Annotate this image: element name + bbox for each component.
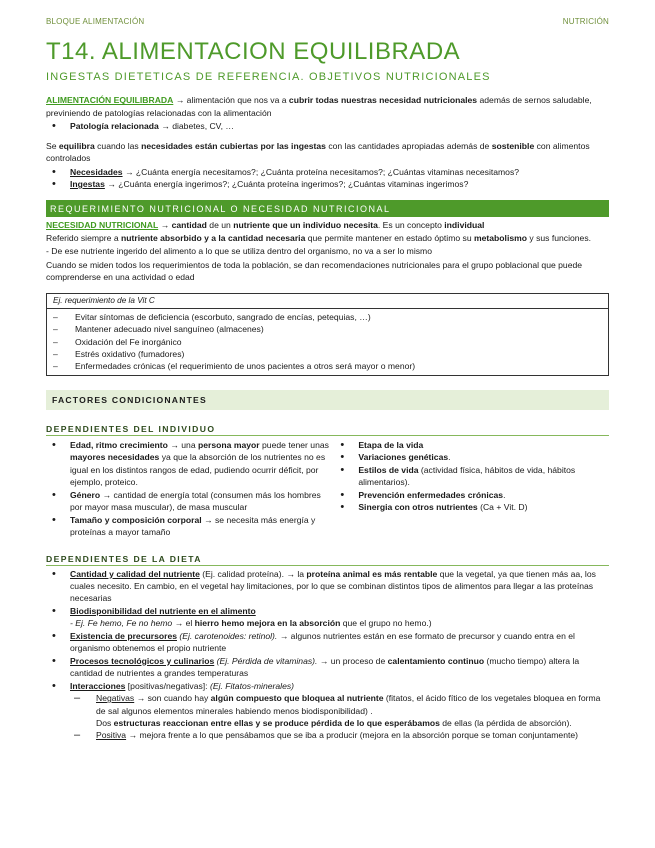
list-item: – Estrés oxidativo (fumadores) — [49, 348, 606, 360]
list-item: • Sinergia con otros nutrientes (Ca + Vit. D) — [338, 501, 609, 513]
list-item: – Enfermedades crónicas (el requerimiento de unos pacientes a otros será mayor o menor) — [49, 360, 606, 372]
section-banner-requerimiento: REQUERIMIENTO NUTRICIONAL O NECESIDAD NUTRICIONAL — [46, 200, 609, 217]
list-item: • Existencia de precursores (Ej. carotenoides: retinol). → algunos nutrientes están en ese formato de precursor y cuando entra en el organismo obtenemos el propio nutriente — [50, 630, 609, 655]
page-title: T14. ALIMENTACION EQUILIBRADA — [46, 38, 461, 65]
list-item: – Negativas → son cuando hay algún compuesto que bloquea al nutriente (fitatos, el ácido fítico de los vegetales bloquea en forma de sal algunos elementos minerales habiendo menos biodisponibilidad) . Dos estructuras reaccionan entre ellas y se produce pérdida de lo que esperábamos de ellas (la pérdida de absorción). — [70, 692, 609, 729]
list-item: • Ingestas → ¿Cuánta energía ingerimos?; ¿Cuánta proteína ingerimos?; ¿Cuántas vitaminas ingerimos? — [50, 178, 609, 190]
list-item: • Tamaño y composición corporal → se necesita más energía y proteínas a mayor tamaño — [50, 514, 330, 539]
individuo-list-left — [50, 439, 330, 539]
header-left: BLOQUE ALIMENTACIÓN — [46, 17, 145, 26]
list-item: • Patología relacionada → diabetes, CV, … — [50, 120, 609, 132]
list-item: • Necesidades → ¿Cuánta energía necesitamos?; ¿Cuánta proteína necesitamos?; ¿Cuántas vitaminas necesitamos? — [50, 166, 609, 178]
list-item: • Cantidad y calidad del nutriente (Ej. calidad proteína). → la proteína animal es más rentable que la vegetal, ya que tienen más aa, los cuales necesito. En cambio, en el vegetal hay limitaciones, por lo que se combinan distintos tipos de alimentos para llegar a las proteínas necesarias — [50, 568, 609, 605]
subsection-individuo: DEPENDIENTES DEL INDIVIDUO — [46, 423, 609, 436]
section-title-factores: FACTORES CONDICIONANTES — [46, 390, 609, 410]
individuo-columns — [46, 439, 609, 539]
list-item: • Procesos tecnológicos y culinarios (Ej. Pérdida de vitaminas). → un proceso de calentamiento continuo (mucho tiempo) altera la cantidad de nutrientes a grandes temperaturas — [50, 655, 609, 680]
header-right: NUTRICIÓN — [562, 17, 609, 26]
list-item: – Positiva → mejora frente a lo que pensábamos que se iba a producir (mejora en la absorción porque se toman conjuntamente) — [70, 729, 609, 741]
referido-paragraph: Referido siempre a nutriente absorbido y a la cantidad necesaria que permite mantener en estado óptimo su metabolismo y sus funciones. — [46, 232, 592, 243]
nutriente-note: - De ese nutriente ingerido del alimento a lo que se utiliza dentro del organismo, no va a ser lo mismo — [46, 246, 432, 257]
vitc-example-box — [46, 293, 609, 376]
list-item: • Interacciones [positivas/negativas]: (Ej. Fitatos-minerales) – Negativas → son cuando hay algún compuesto que bloquea al nutriente (fitatos, el ácido fítico de los vegetales bloquea en forma de sal algunos elementos minerales habiendo menos biodisponibilidad) . Dos estructuras reaccionan entre ellas y se produce pérdida de lo que esperábamos de ellas (la pérdida de absorción). – Positiva → mejora frente a lo que pensábamos que se iba a producir (mejora en la absorción porque se toman conjuntamente) — [50, 680, 609, 742]
needs-list — [50, 166, 609, 191]
interacciones-list — [70, 692, 609, 742]
term-alimentacion-equilibrada: ALIMENTACIÓN EQUILIBRADA — [46, 95, 174, 106]
page-subtitle: INGESTAS DIETETICAS DE REFERENCIA. OBJETIVOS NUTRICIONALES — [46, 71, 491, 84]
list-item: • Variaciones genéticas. — [338, 451, 609, 463]
list-item: – Mantener adecuado nivel sanguíneo (almacenes) — [49, 323, 606, 335]
list-item: – Oxidación del Fe inorgánico — [49, 336, 606, 348]
poblacion-paragraph: Cuando se miden todos los requerimientos de toda la población, se dan recomendaciones nutricionales para el grupo poblacional que puede comprenderse en una actividad o edad — [46, 259, 583, 283]
list-item: • Género → cantidad de energía total (consumen más los hombres por mayor masa muscular), de masa muscular — [50, 489, 330, 514]
list-item: • Estilos de vida (actividad física, hábitos de vida, hábitos alimentarios). — [338, 464, 609, 489]
equilibrio-paragraph: Se equilibra cuando las necesidades están cubiertas por las ingestas con las cantidades apropiadas además de sostenible con alimentos controlados — [46, 140, 590, 164]
page-header — [46, 16, 609, 30]
individuo-list-right — [338, 439, 609, 539]
dieta-list — [50, 568, 609, 742]
box-title: Ej. requerimiento de la Vit C — [47, 294, 608, 309]
intro-list — [50, 120, 609, 132]
vitc-list — [47, 309, 608, 375]
list-item: • Edad, ritmo crecimiento → una persona mayor puede tener unas mayores necesidades ya que la absorción de los nutrientes no es igual en los distintos rangos de edad, pudiendo ocurrir déficit, por ejemplo, proteico. — [50, 439, 330, 489]
list-item: • Biodisponibilidad del nutriente en el alimento - Ej. Fe hemo, Fe no hemo → el hierro hemo mejora en la absorción que el grupo no hemo.) — [50, 605, 609, 630]
necesidad-paragraph: NECESIDAD NUTRICIONAL → cantidad de un nutriente que un individuo necesita. Es un concepto individual — [46, 219, 485, 230]
list-item: • Etapa de la vida — [338, 439, 609, 451]
list-item: – Evitar síntomas de deficiencia (escorbuto, sangrado de encías, petequias, …) — [49, 311, 606, 323]
subsection-dieta: DEPENDIENTES DE LA DIETA — [46, 553, 609, 566]
list-item: • Prevención enfermedades crónicas. — [338, 489, 609, 501]
intro-paragraph: ALIMENTACIÓN EQUILIBRADA → alimentación que nos va a cubrir todas nuestras necesidad nutricionales además de sernos saludable, previniendo de patologías relacionadas con la alimentación — [46, 95, 592, 118]
